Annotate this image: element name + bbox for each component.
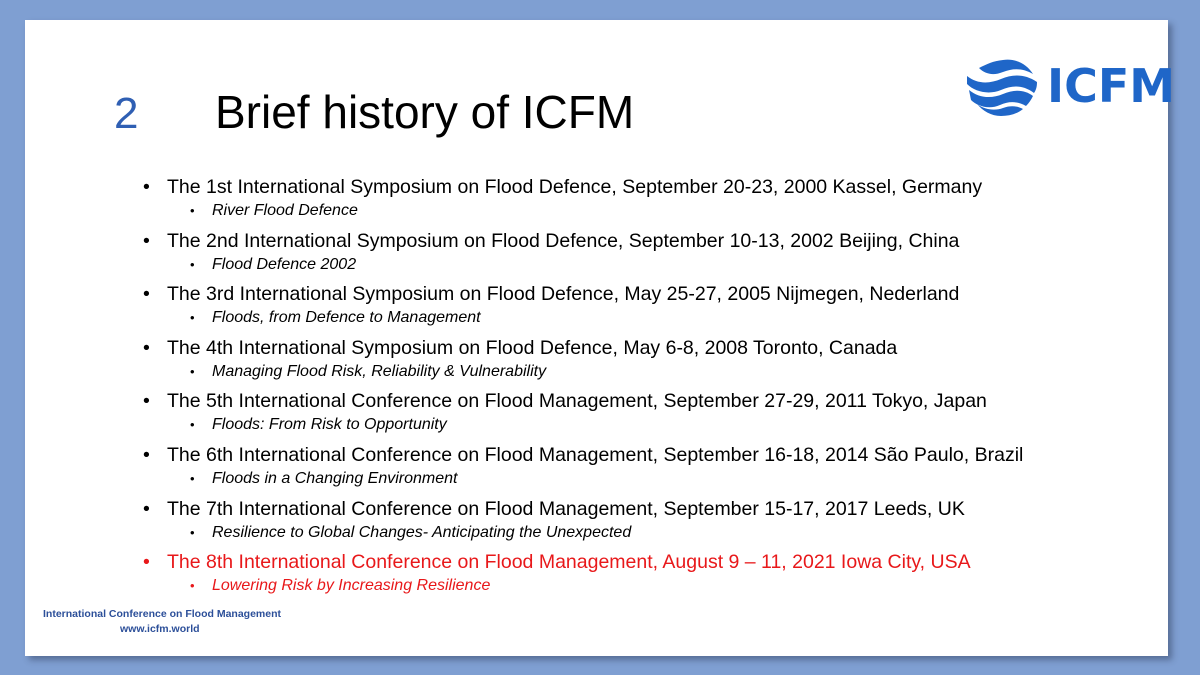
sub-bullet: • (190, 524, 195, 540)
event-text: The 7th International Conference on Flood Management, September 15-17, 2017 Leeds, UK (167, 497, 965, 520)
list-item (143, 228, 1023, 282)
event-title (143, 335, 1023, 361)
event-theme (143, 522, 1023, 544)
event-text: The 8th International Conference on Flood Management, August 9 – 11, 2021 Iowa City, USA (167, 551, 971, 574)
sub-bullet: • (190, 363, 195, 379)
event-title (143, 442, 1023, 468)
bullet: • (143, 390, 150, 413)
list-item-upcoming (143, 549, 1023, 603)
bullet: • (143, 283, 150, 306)
theme-text: Lowering Risk by Increasing Resilience (212, 577, 491, 595)
list-item (143, 174, 1023, 228)
list-item (143, 335, 1023, 389)
event-text: The 4th International Symposium on Flood Defence, May 6-8, 2008 Toronto, Canada (167, 336, 898, 359)
bullet: • (143, 229, 150, 252)
event-theme (143, 575, 1023, 597)
event-theme (143, 414, 1023, 436)
event-list (143, 174, 1023, 603)
slide (25, 20, 1176, 656)
bullet: • (143, 497, 150, 520)
sub-bullet: • (190, 578, 195, 594)
sub-bullet: • (190, 203, 195, 218)
slide-number: 2 (114, 89, 139, 138)
event-title (143, 549, 1023, 575)
icfm-logo (963, 54, 1193, 118)
footer (43, 607, 281, 637)
list-item (143, 442, 1023, 496)
event-title (143, 228, 1023, 254)
bullet: • (143, 336, 150, 359)
footer-organization: International Conference on Flood Management (43, 608, 282, 620)
bullet: • (143, 551, 150, 574)
theme-text: River Flood Defence (212, 202, 358, 219)
event-title (143, 388, 1023, 414)
theme-text: Managing Flood Risk, Reliability & Vulnerability (212, 362, 547, 380)
theme-text: Flood Defence 2002 (212, 255, 357, 273)
theme-text: Floods in a Changing Environment (212, 469, 458, 487)
wave-icon (963, 54, 1041, 118)
footer-url[interactable]: www.icfm.world (120, 623, 200, 635)
sub-bullet: • (190, 310, 195, 326)
event-theme (143, 254, 1023, 276)
sub-bullet: • (190, 417, 195, 433)
event-title (143, 496, 1023, 522)
list-item (143, 496, 1023, 550)
event-text: The 2nd International Symposium on Flood Defence, September 10-13, 2002 Beijing, China (167, 229, 960, 252)
sub-bullet: • (190, 470, 195, 486)
bullet: • (143, 443, 150, 466)
theme-text: Floods: From Risk to Opportunity (212, 416, 447, 434)
event-title (143, 281, 1023, 307)
slide-title: Brief history of ICFM (215, 86, 635, 138)
list-item (143, 281, 1023, 335)
theme-text: Resilience to Global Changes- Anticipating the Unexpected (212, 523, 632, 541)
event-theme (143, 200, 1023, 222)
theme-text: Floods, from Defence to Management (212, 309, 481, 327)
event-theme (143, 361, 1023, 383)
event-theme (143, 468, 1023, 490)
event-text: The 6th International Conference on Flood Management, September 16-18, 2014 São Paulo, Brazil (167, 443, 1024, 466)
list-item (143, 388, 1023, 442)
logo-text: ICFM (1047, 59, 1176, 113)
sub-bullet: • (190, 256, 195, 272)
event-title (143, 174, 1023, 200)
bullet: • (143, 176, 150, 198)
event-text: The 1st International Symposium on Flood Defence, September 20-23, 2000 Kassel, Germany (167, 176, 983, 198)
event-text: The 3rd International Symposium on Flood Defence, May 25-27, 2005 Nijmegen, Nederland (167, 283, 960, 306)
event-text: The 5th International Conference on Flood Management, September 27-29, 2011 Tokyo, Japan (167, 390, 987, 413)
event-theme (143, 307, 1023, 329)
